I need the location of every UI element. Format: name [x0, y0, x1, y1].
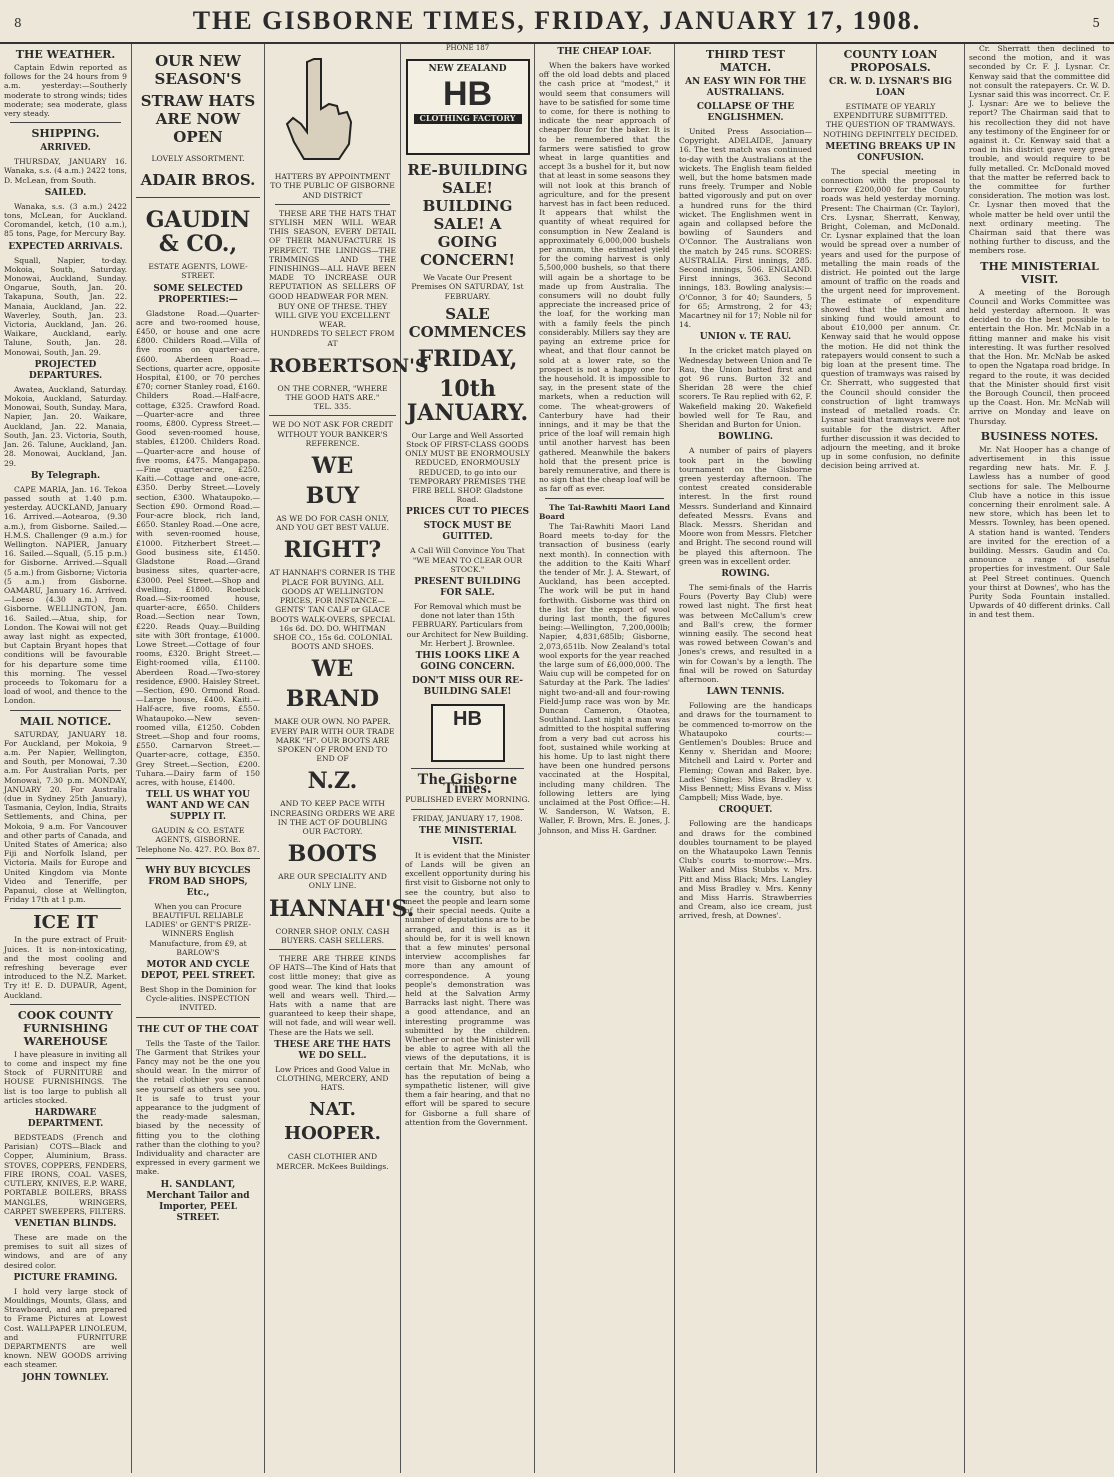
issue-date: FRIDAY, JANUARY 17, 1908. — [412, 813, 523, 823]
hb-logo — [406, 59, 530, 155]
county-loan-text: The special meeting in connection with the proposal to borrow £200,000 for the County roads was held yesterday morning. Present: The Chairman (Cr. Taylor), Crs. Lysnar, Sherratt, Kenway, Bright, Coleman, and McDonald. Cr. Lysnar explained that the loan would be spread over a number of years and used for the purpose of metalling the main roads of the district. He pointed out the large amount of traffic on the roads and the urgent need for improvement. The estimate of expenditure showed that the interest and sinking fund would amount to about £10,000 per annum. Cr. Kenway said that he would oppose the motion. He did not think the ratepayers would consent to such a big loan at the present time. The question of tramways was raised by Cr. Sherratt, who suggested that the Council should consider the construction of light tramways instead of metalled roads. Cr. Lysnar said that tramways were not suitable for the district. After further discussion it was decided to adjourn the meeting, and it broke up in some confusion, no definite decision being arrived at. — [821, 166, 960, 471]
venetian-text: These are made on the premises to suit all sizes of windows, and are of any desired color. — [4, 1232, 127, 1270]
buy-text: AS WE DO FOR CASH ONLY, AND YOU GET BEST VALUE. — [275, 514, 389, 533]
we-do-not-line: WE DO NOT ASK FOR CREDIT WITHOUT YOUR BANKER'S REFERENCE. — [272, 420, 393, 448]
boots-heading: BOOTS — [287, 841, 378, 868]
pointing-hand-icon — [269, 54, 359, 164]
weather-text: Captain Edwin reported as follows for the 24 hours from 9 a.m. yesterday:—Southerly moderate to strong winds; tides moderate; sea moderate, glass very steady. — [4, 63, 127, 119]
hannahs-ad — [269, 416, 415, 949]
bicycle-text: When you can Procure BEAUTIFUL RELIABLE LADIES' or GENT'S PRIZE-WINNERS English Manufacture, from £9, at BARLOW'S — [145, 901, 251, 957]
iceit-heading: ICE IT — [33, 912, 98, 934]
sailed-text: Wanaka, s.s. (3 a.m.) 2422 tons, McLean, for Auckland. Coromandel, ketch, (10 a.m.), 85 tons, Page, for Mercury Bay. — [4, 201, 127, 239]
estimate-line: ESTIMATE OF YEARLY EXPENDITURE SUBMITTED. — [833, 102, 948, 121]
mail-notice-heading: MAIL NOTICE. — [19, 714, 112, 728]
framing-heading: PICTURE FRAMING. — [13, 1272, 118, 1283]
prices-cut: PRICES CUT TO PIECES — [406, 507, 529, 518]
meeting-breaks-line: MEETING BREAKS UP IN CONFUSION. — [825, 141, 956, 163]
column-notes — [965, 44, 1114, 1473]
new-season-line-2: STRAW HATS ARE NOW OPEN — [140, 92, 256, 146]
stock-must-be-quitted: STOCK MUST BE GUITTED. — [423, 521, 512, 543]
hooper-ad — [269, 950, 396, 1175]
buy-one-line: BUY ONE OF THESE. THEY WILL GIVE YOU EXCELLENT WEAR. — [274, 301, 391, 330]
removal-text: For Removal which must be done not later than 15th FEBRUARY. Particulars from our Architect for New Building. Mr. Herbert J. Brownlee. — [406, 602, 529, 648]
page-number-left: 8 — [14, 16, 22, 30]
shipping-heading: SHIPPING. — [31, 127, 100, 141]
tell-us: TELL US WHAT YOU WANT AND WE CAN SUPPLY IT. — [146, 790, 250, 823]
test-match-heading: THIRD TEST MATCH. — [706, 48, 785, 74]
hats-text: THESE ARE THE HATS THAT STYLISH MEN WILL WEAR THIS SEASON, EVERY DETAIL OF THEIR MANUFACTURE IS PERFECT. THE LININGS—THE TRIMMINGS AND THE FINISHINGS—ALL HAVE BEEN MADE TO INCREASE OUR REPUTATION AS SELLERS OF GOOD HEADWEAR FOR MEN. — [269, 208, 396, 301]
gaudin-signature: GAUDIN & CO. ESTATE AGENTS, GISBORNE. Telephone No. 427. P.O. Box 87. — [136, 826, 260, 854]
we-heading-2: WE — [311, 656, 354, 683]
call-text: A Call Will Convince You That "WE MEAN TO CLEAR OUR STOCK." — [410, 546, 525, 574]
nothing-decided-line: NOTHING DEFINITELY DECIDED. — [822, 129, 959, 139]
motor-heading: MOTOR AND CYCLE DEPOT, PEEL STREET. — [140, 960, 256, 981]
properties-heading: SOME SELECTED PROPERTIES:— — [153, 283, 243, 305]
going-concern: THIS LOOKS LIKE A GOING CONCERN. — [415, 651, 520, 673]
logo-nz-text: NEW ZEALAND — [428, 64, 507, 75]
test-match-text: United Press Association—Copyright. ADELAIDE, January 16. The test match was continued to-day with the Australians at the wickets. The English team fielded well, but the home batsmen made runs freely. Trumper and Noble batted vigorously and put on over a hundred runs for the third wicket. The Englishmen went in again and collapsed before the bowling of Saunders and O'Connor. The Australians won the match by 245 runs. SCORES: AUSTRALIA. First innings, 285. Second innings, 506. ENGLAND. First innings, 363. Second innings, 183. Bowling analysis:—O'Connor, 3 for 40; Saunders, 5 for 65; Armstrong, 2 for 43; Macartney nil for 17; Noble nil for 14. — [679, 127, 812, 330]
lovely-assortment: LOVELY ASSORTMENT. — [151, 154, 245, 163]
iceit-text: In the pure extract of Fruit-Juices. It is non-intoxicating, and the most cooling and refreshing beverage ever introduced to the N.Z. Market. Try it! E. D. DUPAUR, Agent, Auckland. — [4, 935, 127, 1000]
business-notes-heading: BUSINESS NOTES. — [980, 429, 1099, 443]
hooper-name: NAT. HOOPER. — [284, 1099, 381, 1145]
page-number-right: 5 — [1092, 16, 1100, 30]
expected-heading: EXPECTED ARRIVALS. — [8, 241, 123, 252]
visit-text: A meeting of the Borough Council and Works Committee was held yesterday afternoon. It was decided to do the best possible to entertain the Hon. Mr. McNab in a fitting manner and make his visit interesting. It was further resolved that the Hon. Mr. McNab be asked to open the Ngatapa road bridge. In regard to the route, it was decided that the Minister should first visit the Borough Council, then proceed up the Coast. Hon. Mr. McNab will arrive on Monday and leave on Thursday. — [969, 287, 1110, 426]
ministerial-text: It is evident that the Minister of Lands will be given an excellent opportunity during his first visit to Gisborne not only to see the country, but also to meet the people and learn some of their special needs. Quite a number of deputations are to be arranged, and this is as it should be, for it is well known that a few minutes' personal interview accomplishes far more than any amount of correspondence. A young people's demonstration was held at the Salvation Army Barracks last night. There was a good attendance, and an interesting programme was submitted by the children. Whether or not the Minister will be able to agree with all the views of the deputations, it is certain that Mr. McNab, who has the reputation of being a sympathetic listener, will give them a fair hearing, and that no effort will be spared to secure for Gisborne a full share of attention from the Government. — [405, 850, 531, 1127]
paper-nameplate: The Gisborne Times. — [417, 771, 518, 798]
townley-signature: JOHN TOWNLEY. — [22, 1372, 109, 1383]
ministerial-heading: THE MINISTERIAL VISIT. — [419, 825, 516, 847]
hardware-text: BEDSTEADS (French and Parisian) COTS—Black and Copper, Aluminium, Brass. STOVES, COPPERS, FENDERS, FIRE IRONS, COAL VASES, CUTLERY, KNIVES, E.P. WARE, PORTABLE BOILERS, BRASS MANGLES, WRINGERS, CARPET SWEEPERS, FILTERS. — [4, 1133, 127, 1216]
sale-friday: FRIDAY, — [417, 345, 518, 372]
bicycle-heading: WHY BUY BICYCLES FROM BAD SHOPS, Etc., — [145, 865, 251, 898]
hundreds-line: HUNDREDS TO SELECT FROM AT — [270, 329, 395, 348]
robertsons-name: ROBERTSON'S — [269, 354, 429, 377]
column-adverts-1 — [132, 44, 265, 1473]
buy-heading: BUY — [305, 483, 360, 510]
we-sell-line: THESE ARE THE HATS WE DO SELL. — [274, 1039, 391, 1061]
cut-of-coat-heading: THE CUT OF THE COAT — [137, 1024, 259, 1035]
newspaper-title: THE GISBORNE TIMES, FRIDAY, JANUARY 17, 1908. — [192, 6, 922, 35]
croquet-text: Following are the handicaps and draws for the combined doubles tournament to be played on the Whataupoko Lawn Tennis Club's courts to-morrow:—Mrs. Walker and Miss Stubbs v. Mrs. Pitt and Miss Black; Mrs. Langley and Miss Bradley v. Mrs. Kenny and Miss Harris. Strawberries and Cream, also ice cream, just arrived, fresh, at Downes'. — [679, 819, 812, 921]
cook-county-text: I have pleasure in inviting all to come and inspect my fine Stock of FURNITURE and HOUSE FURNISHINGS. The list is too large to publish all articles stocked. — [4, 1049, 127, 1105]
masthead — [0, 0, 1114, 44]
projected-text: Awatea, Auckland, Saturday. Mokoia, Auckland, Saturday. Monowai, South, Sunday. Mara, Napier, Jan. 20. Waikare, Auckland, Jan. 22. Manaia, South, Jan. 23. Victoria, South, Jan. 26. Talune, Auckland, Jan. 28. Monowai, Auckland, Jan. 29. — [4, 384, 127, 468]
logo-hb-text-small: HB — [453, 708, 482, 731]
hardware-heading: HARDWARE DEPARTMENT. — [27, 1108, 104, 1130]
cheap-loaf-text: When the bakers have worked off the old load debts and placed the cash price at "modest," it would seem that consumers will have to be satisfied for some time to come, for there is nothing to indicate the near approach of cheaper flour for the baker. It is to be remembered that the farmers were satisfied to grow wheat in large quantities and accept 3s a bushel for it, but now that at least in some seasons they will not look at this branch of agriculture, and for the present harvest has in fact been reduced. It appears that whilst the quantity of wheat required for consumption in New Zealand is approximately 6,000,000 bushels per annum, the estimated yield for the coming harvest is only 5,500,000 bushels, so that there will again be a shortage to be made up from Australia. The consumers will no doubt fully appreciate the increased price of the loaf, for the working man with a family feels the pinch considerably. Millers say they are paying an extreme price for wheat, and that flour cannot be sold at a lower rate, so the prospect is not a happy one for the household. It is impossible to say, in the present state of the markets, when a reduction will come. The wheat-growers of Canterbury have had their innings, and it may be that the price of the loaf will remain high until another harvest has been gathered. Meanwhile the bakers hold that the present price is barely remunerative, and there is no sign that the cheap loaf will be as far off as ever. — [539, 61, 670, 494]
column-weather-shipping — [0, 44, 132, 1473]
hannahs-name: HANNAH'S. — [269, 895, 415, 922]
column-editorial — [535, 44, 675, 1473]
dont-miss: DON'T MISS OUR RE-BUILDING SALE! — [411, 676, 524, 698]
telegraph-text: CAPE MARIA, Jan. 16. Tekoa passed south at 1.40 p.m. yesterday. AUCKLAND, January 16. Arrived.—Aotearoa, (9.30 a.m.), from Gisborne. Sailed.—H.M.S. Challenger (9 a.m.) for Wellington. NAPIER, January 16. Sailed.—Squall, (5.15 p.m.) for Gisborne. Arrived.—Squall (5 a.m.) from Gisborne; Victoria (5 a.m.) from Gisborne. OAMARU, January 16. Arrived.—Loeso (4.30 a.m.) from Gisborne. WELLINGTON, Jan. 16. Sailed.—Atua, ship, for London. The Kowai will not get away last night as expected, but Captain Bryant hopes that conditions will be favourable for his departure some time this morning. The vessel proceeds to Tokomaru for a load of wool, and thence to the London. — [4, 484, 127, 706]
adair-bros: ADAIR BROS. — [140, 171, 256, 190]
new-season-line-1: OUR NEW SEASON'S — [154, 52, 242, 88]
croquet-heading: CROQUET. — [718, 805, 773, 816]
hooper-text: CASH CLOTHIER AND MERCER. McKees Buildings. — [276, 1152, 389, 1171]
motor-text: Best Shop in the Dominion for Cycle-alities. INSPECTION INVITED. — [139, 985, 257, 1013]
county-loan-sub: CR. W. D. LYSNAR'S BIG LOAN — [829, 77, 952, 98]
nz-text: AND TO KEEP PACE WITH INCREASING ORDERS WE ARE IN THE ACT OF DOUBLING OUR FACTORY. — [270, 799, 395, 836]
test-match-sub: AN EASY WIN FOR THE AUSTRALIANS. — [685, 77, 806, 98]
visit-heading: THE MINISTERIAL VISIT. — [980, 259, 1099, 286]
sandlant-signature: H. SANDLANT, Merchant Tailor and Importer, PEEL STREET. — [146, 1179, 250, 1223]
framing-text: I hold very large stock of Mouldings, Mounts, Glass, and Strawboard, and am prepared to Frame Pictures at Lowest Cost. WALLPAPER LINOLEUM, and FURNITURE DEPARTMENTS are well known. NEW GOODS arriving each steamer. — [4, 1286, 127, 1370]
sale-date: 10th JANUARY. — [406, 375, 529, 426]
nz-heading: N.Z. — [307, 768, 358, 795]
low-prices-line: Low Prices and Good Value in CLOTHING, MERCERY, AND HATS. — [275, 1064, 390, 1093]
corner-line: ON THE CORNER, "WHERE THE GOOD HATS ARE." — [277, 383, 388, 403]
boots-text: ARE OUR SPECIALITY AND ONLY LINE. — [278, 872, 387, 891]
arrived-heading: ARRIVED. — [40, 143, 91, 154]
logo-factory-text: CLOTHING FACTORY — [414, 114, 522, 123]
brand-text: MAKE OUR OWN. NO PAPER. EVERY PAIR WITH OUR TRADE MARK "H". OUR BOOTS ARE SPOKEN OF FROM END TO END OF — [270, 717, 395, 764]
present-building: PRESENT BUILDING FOR SALE. — [414, 577, 521, 599]
land-board-text: The Tai-Rawhiti Maori Land Board meets to-day for the transaction of business (early next month). In connection with the addition to the Kaiti Wharf the tender of Mr. J. A. Stewart, of Auckland, has been accepted. The work will be put in hand forthwith. Gisborne was third on the list for the export of wool during last month, the figures being:—Wellington, 7,200,000lb; Napier, 4,831,685lb; Gisborne, 2,073,651lb. Now Zealand's total wool exports for the year reached the large sum of £6,000,000. The Waiu cup will be competed for on Saturday at the Park. The ladies' night two-and-all and four-rowing Field-Jump race was won by Mr. Duncan Cameron, Otaotea, Southland. Last night a man was admitted to the hospital suffering from a very bad cut across his foot, sustained while working at his home. Up to last night there have been one hundred persons vaccinated at the Hospital, including many children. The following letters are lying unclaimed at the Post Office:—H. W. Sanderson, W. Watson, E. Waller, F. Brown, Mrs. E. Jones, J. Johnson, and Miss H. Gardner. — [539, 521, 670, 835]
union-heading: UNION v. TE RAU. — [699, 332, 792, 343]
bowling-heading: BOWLING. — [718, 432, 773, 443]
sale-commences: SALE COMMENCES — [408, 304, 527, 341]
column-sport — [675, 44, 817, 1473]
expected-text: Squall, Napier, to-day. Mokoia, South, Saturday. Monowai, Auckland, Sunday. Ongarue, South, Jan. 20. Takapuna, South, Jan. 22. Manaia, Auckland, Jan. 22. Waverley, South, Jan. 23. Victoria, Auckland, Jan. 26. Waikare, Auckland, early. Talune, South, Jan. 28. Monowai, South, Jan. 29. — [4, 255, 127, 357]
arrived-text: THURSDAY, JANUARY 16. Wanaka, s.s. (4 a.m.) 2422 tons, D. McLean, from South. — [4, 157, 127, 185]
published-line: PUBLISHED EVERY MORNING. — [405, 795, 530, 805]
right-heading: RIGHT? — [283, 537, 382, 564]
column-county-loan — [817, 44, 965, 1473]
column-adverts-2 — [265, 44, 429, 1473]
hatters-line: HATTERS BY APPOINTMENT TO THE PUBLIC OF GISBORNE AND DISTRICT — [270, 172, 395, 200]
tennis-text: Following are the handicaps and draws for the tournament to be commenced to-morrow on the Whataupoko courts:—Gentlemen's Doubles: Bruce and Kenny v. Sheridan and Moore; Mitchell and Laird v. Porter and Fleming; Cowan and Baker, bye. Ladies' Singles: Miss Bradley v. Miss Bennett; Miss Evans v. Miss Campbell; Miss Wade, bye. — [679, 701, 812, 803]
rebuilding-heading: RE-BUILDING SALE! BUILDING SALE! A GOING CONCERN! — [407, 161, 528, 270]
hb-logo-small — [431, 704, 505, 762]
bowling-text: A number of pairs of players took part in the bowling tournament on the Gisborne green yesterday afternoon. The contest created considerable interest. In the first round Messrs. Sunderland and Kinnaird defeated Messrs. Evans and Black. Messrs. Sheridan and Moore won from Messrs. Fletcher and Bright. The second round will be played this afternoon. The green was in excellent order. — [679, 446, 812, 566]
cheap-loaf-heading: THE CHEAP LOAF. — [557, 47, 652, 57]
column-hb-sale — [401, 44, 535, 1473]
gaudin-ad — [136, 198, 260, 859]
county-loan-heading: COUNTY LOAN PROPOSALS. — [843, 48, 938, 74]
tel-line: TEL. 335. — [313, 402, 352, 412]
projected-heading: PROJECTED DEPARTURES. — [28, 359, 103, 381]
brand-heading: BRAND — [285, 686, 380, 713]
business-notes-text: Mr. Nat Hooper has a change of advertisement in this issue regarding new hats. Mr. F. J. Lawless has a number of good sections for sale. The Melbourne Club have a notice in this issue concerning their enrolment sale. A new store, which has been let to Messrs. Townley, has been opened. A station hand is wanted. Tenders are invited for the erection of a building. Messrs. Gaudin and Co. announce a range of useful properties for investment. Our Sale at Peel Street continues. Quench your thirst at Downes', who has the Purity Soda Fountain installed. Upwards of 40 different drinks. Call in and test them. — [969, 444, 1110, 620]
land-board-heading: The Tai-Rawhiti Maori Land Board — [539, 502, 670, 521]
tennis-heading: LAWN TENNIS. — [706, 687, 785, 698]
gaudin-title: GAUDIN & CO., — [145, 207, 251, 258]
phone-number: PHONE 187 — [445, 44, 490, 52]
three-kinds-text: THERE ARE THREE KINDS OF HATS—The Kind of Hats that cost little money; that give as good wear. The kind that looks well and wears well. Third.—Hats with a name that are guaranteed to keep their shape, will not fade, and will wear well. These are the Hats we sell. — [269, 953, 396, 1037]
barlow-ad — [136, 859, 260, 1018]
hannahs-text: CORNER SHOP. ONLY. CASH BUYERS. CASH SELLERS. — [275, 926, 390, 945]
stock-text: Our Large and Well Assorted Stock OF FIRST-CLASS GOODS ONLY MUST BE ENORMOUSLY REDUCED, ENORMOUSLY REDUCED, to go into our TEMPORARY PREMISES THE FIRE BELL SHOP. Gladstone Road. — [405, 430, 530, 505]
weather-heading: THE WEATHER. — [15, 48, 116, 61]
collapse-line: COLLAPSE OF THE ENGLISHMEN. — [696, 102, 795, 123]
loan-continued-text: Cr. Sherratt then declined to second the motion, and it was seconded by Cr. F. J. Lysnar. Cr. Kenway said that the committee did not consult the ratepayers. Cr. W. D. Lysnar said this was incorrect. Cr. F. J. Lysnar: Are we to believe the report? The Chairman said that to his recollection they did not have any testimony of the Engineer for or against it. Cr. Kenway said that a road in his district gave very great trouble, and would require to be fully metalled. Cr. McDonald moved that the matter be referred back to the committee for further consideration. The motion was lost. Cr. Lysnar then moved that the whole matter be held over until the next ordinary meeting. The Chairman said that there was nothing further to discuss, and the members rose. — [969, 44, 1110, 256]
telegraph-heading: By Telegraph. — [30, 470, 101, 481]
venetian-heading: VENETIAN BLINDS. — [14, 1218, 117, 1229]
right-text: AT HANNAH'S CORNER IS THE PLACE FOR BUYING. ALL GOODS AT WELLINGTON PRICES, FOR INSTANCE— GENTS' TAN CALF or GLACE BOOTS WALK-OVERS, SPECIAL 16s 6d. DO. DO. WHITMAN SHOE CO., 15s 6d. COLONIAL BOOTS AND SHOES. — [269, 568, 396, 652]
sailed-heading: SAILED. — [44, 187, 87, 198]
rowing-text: The semi-finals of the Harris Fours (Poverty Bay Club) were rowed last night. The first heat was between McCallum's crew and Ball's crew, the former winning easily. The second heat was rowed between Cowan's and Jones's crews, and resulted in a win for Cowan's by a length. The final will be rowed on Saturday afternoon. — [679, 582, 812, 684]
sandlant-ad — [136, 1018, 260, 1231]
properties-list: Gladstone Road.—Quarter-acre and two-roomed house, £450, or house and one acre £800. Childers Road.—Villa of five rooms on quarter-acre, £600. Aberdeen Road.—Sections, quarter acre, opposite Hospital, £100, or 70 perches £70; corner Stanley road, £160. Childers Road.—Half-acre, cottage, £325. Crawford Road.—Quarter-acre and three rooms, £800. Cypress Street.—Good seven-roomed house, stables, £1200. Childers Road.—Quarter-acre and house of five rooms, £475. Mangapapa.—Fine quarter-acre, £250. Kaiti.—Cottage and one-acre, £350. Derby Street.—Lovely section, £300. Whataupoko.—Section £90. Ormond Road.—Four-acre block, rich land, £650. Stanley Road.—One acre, with seven-roomed house, £1000. Fitzherbert Street.—Good business site, £1450. Gladstone Road.—Grand business sites, quarter-acre, £3000. Peel Street.—Shop and dwelling, £1800. Roebuck Road.—Six-roomed house, quarter-acre, £650. Childers Road.—Section near Town, £220. Reads Quay.—Building site with 30ft frontage, £1000. Lowe Street.—Cottage of four rooms, £320. Bright Street.—Eight-roomed villa, £1100. Aberdeen Road.—Two-storey residence, £900. Haisley Street.—Section, £90. Ormond Road.—Large house, £400. Kaiti.—Half-acre, five rooms, £550. Whataupoko.—New seven-roomed villa, £1250. Cobden Street.—Shop and four rooms, £550. Carnarvon Street.—Quarter-acre, cottage, £350. Grey Street.—Section, £200. Tuhara.—Dairy farm of 150 acres, with house, £1400. — [136, 308, 260, 787]
vacate-text: We Vacate Our Present Premises ON SATURDAY, 1st FEBRUARY. — [411, 273, 524, 301]
cut-of-coat-text: Tells the Taste of the Tailor. The Garment that Strikes your Fancy may not be the one you should wear. In the mirror of the retail clothier you cannot see yourself as others see you. It is safe to trust your appearance to the judgment of the ready-made salesman, biased by the necessity of fitting you to the clothing rather than the clothing to you? Individuality and character are expressed in every garment we make. — [136, 1038, 260, 1177]
logo-hb-text: HB — [442, 75, 493, 114]
gaudin-subtitle: ESTATE AGENTS, LOWE-STREET. — [148, 262, 248, 281]
we-heading: WE — [311, 453, 354, 480]
tramways-line: THE QUESTION OF TRAMWAYS. — [825, 120, 956, 130]
mail-notice-text: SATURDAY, JANUARY 18. For Auckland, per Mokoia, 9 a.m. Per Napier, Wellington, and South, per Monowai, 7.30 a.m. For Australian Ports, per Monowai, 7.30 p.m. MONDAY, JANUARY 20. For Australia (due in Sydney 25th January), Tasmania, Ceylon, India, Straits Settlements, and China, per Mokoia, 9 a.m. For Vancouver and other parts of Canada, and United States of America; also Fiji and Norfolk Island, per Victoria. Mails for Europe and United Kingdom via Monte Video and Teneriffe, per Papanui, close at Wellington, Friday 17th at 1 p.m. — [4, 729, 127, 905]
robertsons-ad — [269, 44, 429, 416]
union-text: In the cricket match played on Wednesday between Union and Te Rau, the Union batted first and got 96 runs. Burton 32 and Sheridan 28 were the chief scorers. Te Rau replied with 62, F. Wakefield making 20. Wakefield bowled well for Te Rau, and Sheridan and Burton for Union. — [679, 346, 812, 430]
rowing-heading: ROWING. — [721, 568, 770, 579]
adair-ad — [136, 44, 260, 198]
cook-county-heading: COOK COUNTY FURNISHING WAREHOUSE — [17, 1008, 114, 1048]
